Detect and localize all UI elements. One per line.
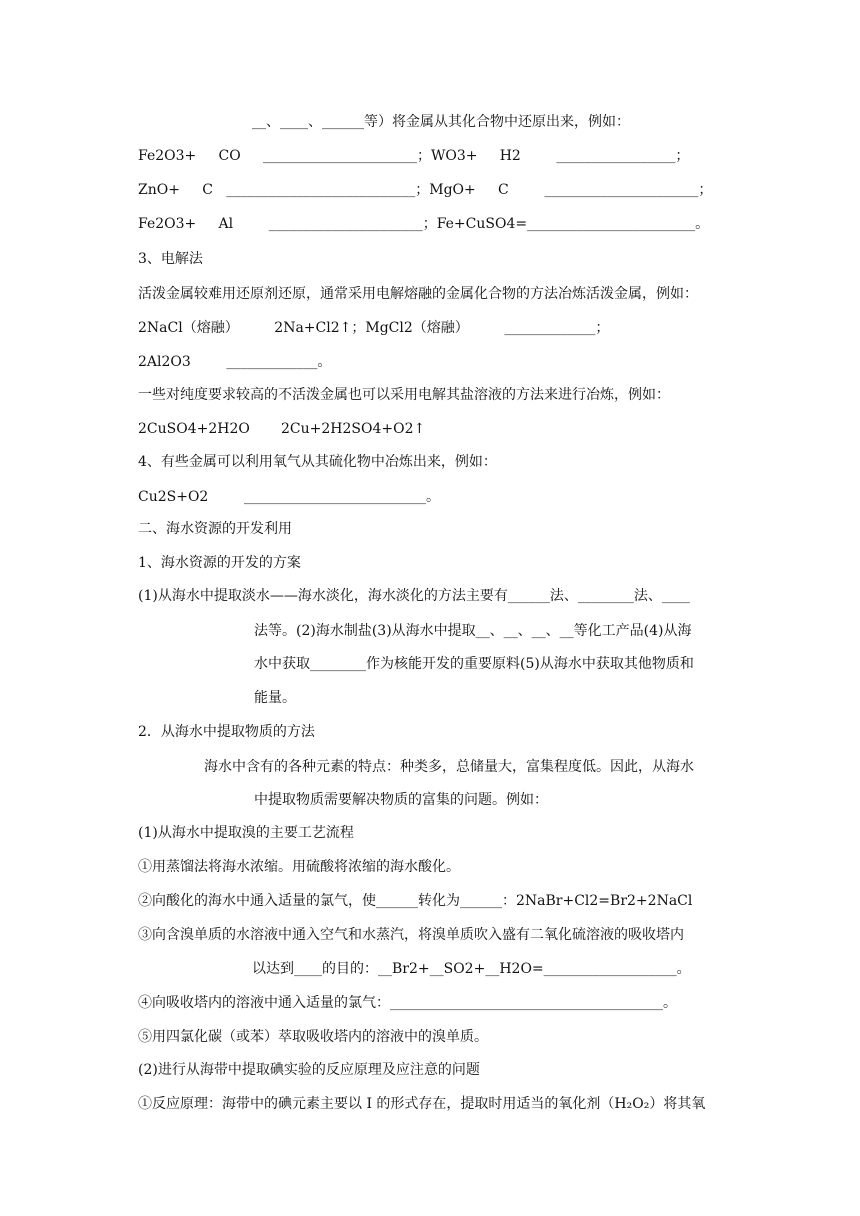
text-line: ①反应原理：海带中的碘元素主要以 I 的形式存在，提取时用适当的氧化剂（H₂O₂）将其氧	[138, 1096, 706, 1112]
section-heading: (1)从海水中提取溴的主要工艺流程	[138, 825, 354, 841]
text-line: (1)从海水中提取淡水——海水淡化，海水淡化的方法主要有______法、________法、____	[138, 588, 690, 604]
section-heading: 二、海水资源的开发利用	[138, 521, 292, 537]
text-line: ④向吸收塔内的溶液中通入适量的氯气：_______________________________________。	[138, 995, 677, 1011]
section-heading: (2)进行从海带中提取碘实验的反应原理及应注意的问题	[138, 1062, 480, 1078]
text-line: ③向含溴单质的水溶液中通入空气和水蒸汽，将溴单质吹入盛有二氧化硫溶液的吸收塔内	[138, 927, 684, 943]
text-line: Fe2O3+ CO ______________________；WO3+ H2 _________________；	[138, 148, 690, 164]
section-heading: 4、有些金属可以利用氧气从其硫化物中冶炼出来，例如：	[138, 454, 497, 470]
text-line: ZnO+ C ___________________________；MgO+ C ______________________；	[138, 182, 713, 198]
text-line: ⑤用四氯化碳（或苯）萃取吸收塔内的溶液中的溴单质。	[138, 1029, 488, 1045]
section-heading: 3、电解法	[138, 251, 203, 267]
text-line: 海水中含有的各种元素的特点：种类多，总储量大，富集程度低。因此，从海水	[204, 759, 694, 775]
text-line: __、____、______等）将金属从其化合物中还原出来，例如：	[252, 114, 630, 130]
text-line: Fe2O3+ Al ______________________；Fe+CuSO4=________________________。	[138, 216, 710, 232]
text-line: ①用蒸馏法将海水浓缩。用硫酸将浓缩的海水酸化。	[138, 859, 460, 875]
text-line: 中提取物质需要解决物质的富集的问题。例如：	[254, 792, 548, 808]
section-heading: 2．从海水中提取物质的方法	[138, 724, 315, 740]
text-line: 法等。(2)海水制盐(3)从海水中提取__、__、__、__等化工产品(4)从海	[254, 623, 692, 639]
text-line: 2Al2O3 _____________。	[138, 354, 332, 370]
text-line: 活泼金属较难用还原剂还原，通常采用电解熔融的金属化合物的方法冶炼活泼金属，例如：	[138, 286, 698, 302]
text-line: 2CuSO4+2H2O 2Cu+2H2SO4+O2↑	[138, 421, 426, 437]
text-line: 能量。	[254, 690, 296, 706]
section-heading: 1、海水资源的开发的方案	[138, 555, 301, 571]
text-line: Cu2S+O2 __________________________。	[138, 489, 440, 505]
text-line: 以达到____的目的：__Br2+__SO2+__H2O=___________________。	[252, 961, 691, 977]
text-line: 2NaCl（熔融） 2Na+Cl2↑；MgCl2（熔融） _____________；	[138, 320, 610, 336]
text-line: 水中获取________作为核能开发的重要原料(5)从海水中获取其他物质和	[254, 656, 694, 672]
text-line: ②向酸化的海水中通入适量的氯气，使______转化为______：2NaBr+Cl2=Br2+2NaCl	[138, 893, 693, 909]
text-line: 一些对纯度要求较高的不活泼金属也可以采用电解其盐溶液的方法来进行冶炼，例如：	[138, 387, 670, 403]
